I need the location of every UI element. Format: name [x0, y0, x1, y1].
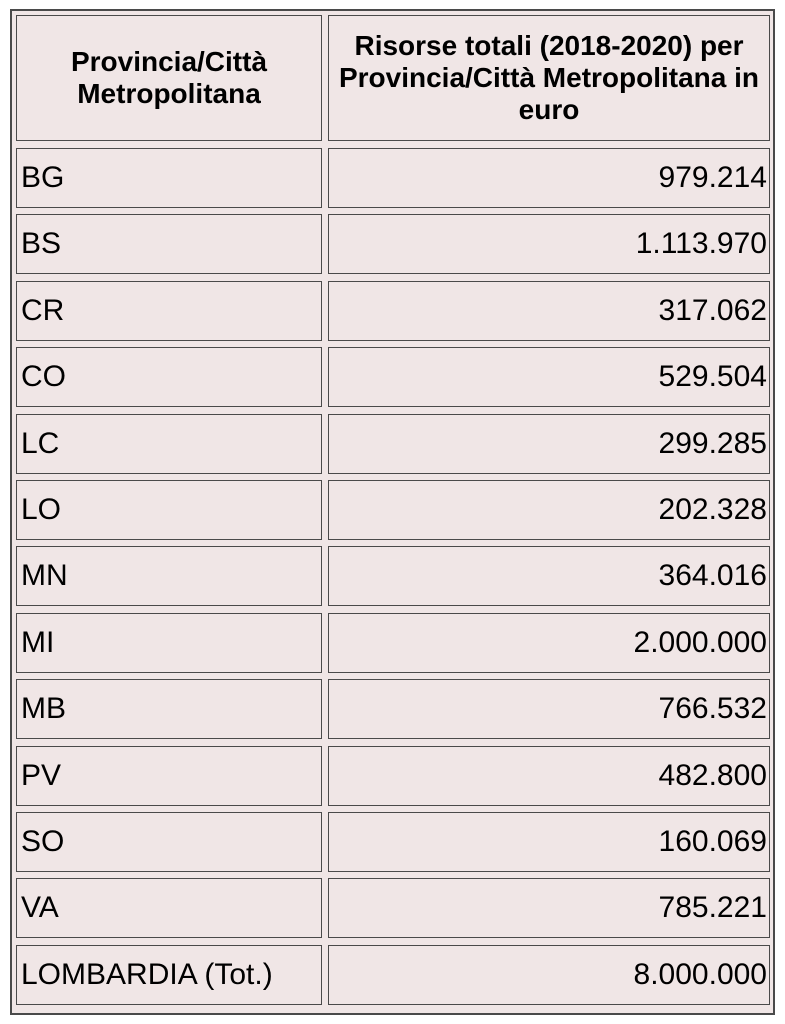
resources-amount-cell: 2.000.000 — [328, 613, 770, 673]
province-code-cell: VA — [16, 878, 322, 938]
province-code-cell: CR — [16, 281, 322, 341]
resources-amount-cell: 364.016 — [328, 546, 770, 606]
province-code-cell: PV — [16, 746, 322, 806]
resources-amount-cell: 160.069 — [328, 812, 770, 872]
province-code-cell: MN — [16, 546, 322, 606]
header-resources: Risorse totali (2018-2020) per Provincia/Città Metropolitana in euro — [328, 15, 770, 141]
province-code-cell: SO — [16, 812, 322, 872]
province-code-cell: LC — [16, 414, 322, 474]
province-code-cell: CO — [16, 347, 322, 407]
province-code-cell: MB — [16, 679, 322, 739]
resources-amount-cell: 529.504 — [328, 347, 770, 407]
province-code-cell: LO — [16, 480, 322, 540]
resources-amount-cell: 299.285 — [328, 414, 770, 474]
province-code-cell: BS — [16, 214, 322, 274]
header-province: Provincia/Città Metropolitana — [16, 15, 322, 141]
resources-amount-cell: 1.113.970 — [328, 214, 770, 274]
resources-amount-cell: 979.214 — [328, 148, 770, 208]
resources-amount-cell: 766.532 — [328, 679, 770, 739]
resources-amount-cell: 202.328 — [328, 480, 770, 540]
resources-amount-cell: 8.000.000 — [328, 945, 770, 1005]
province-code-cell: MI — [16, 613, 322, 673]
resources-amount-cell: 317.062 — [328, 281, 770, 341]
province-code-cell: BG — [16, 148, 322, 208]
resources-amount-cell: 785.221 — [328, 878, 770, 938]
province-code-cell: LOMBARDIA (Tot.) — [16, 945, 322, 1005]
resources-amount-cell: 482.800 — [328, 746, 770, 806]
